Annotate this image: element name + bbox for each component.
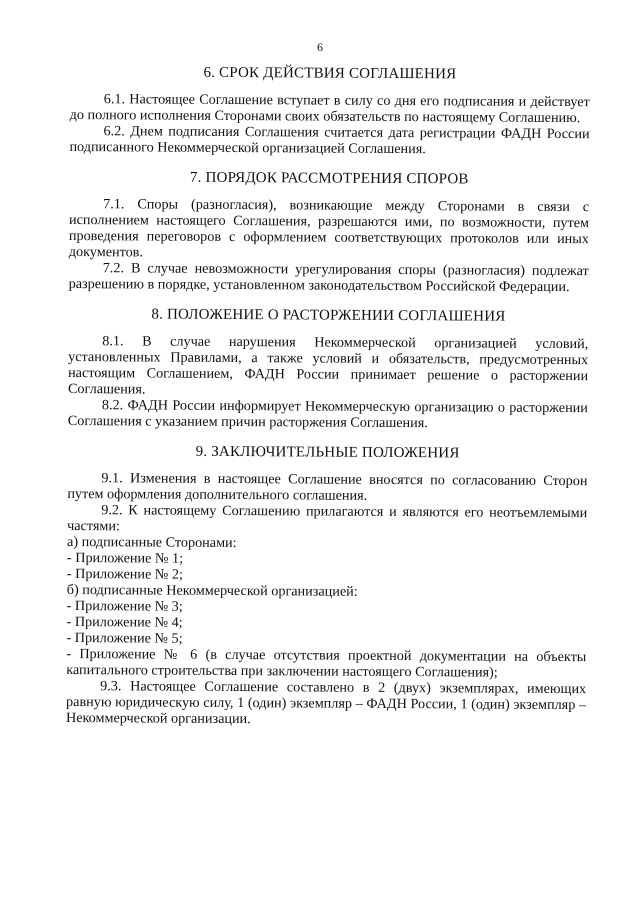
list-item: - Приложение № 1; <box>66 549 184 567</box>
list-item: - Приложение № 3; <box>66 597 183 615</box>
clause-7-1: 7.1. Споры (разногласия), возникающие между Сторонами в связи с исполнением настоящего Соглашения, разрешаются ими, по возможности, путем проведения переговоров с оформлением соответствующих протоколов или иных документов. <box>68 196 590 261</box>
list-item: а) подписанные Сторонами: <box>67 533 237 552</box>
clause-8-2: 8.2. ФАДН России информирует Некоммерческую организацию о расторжении Соглашения с указанием причин расторжения Соглашения. <box>67 397 588 432</box>
section-7 <box>69 169 590 295</box>
section-6-title: 6. СРОК ДЕЙСТВИЯ СОГЛАШЕНИЯ <box>203 64 457 83</box>
section-9-title: 9. ЗАКЛЮЧИТЕЛЬНЫЕ ПОЛОЖЕНИЯ <box>195 443 460 462</box>
section-8 <box>68 306 589 432</box>
list-item: - Приложение № 6 (в случае отсутствия проектной документации на объекты капитального строительства при заключении настоящего Соглашения); <box>66 645 587 681</box>
section-8-title: 8. ПОЛОЖЕНИЕ О РАСТОРЖЕНИИ СОГЛАШЕНИЯ <box>151 306 506 325</box>
list-item: - Приложение № 5; <box>66 629 183 647</box>
list-item: б) подписанные Некоммерческой организацией: <box>66 581 358 600</box>
section-7-title: 7. ПОРЯДОК РАССМОТРЕНИЯ СПОРОВ <box>189 169 469 188</box>
clause-7-2: 7.2. В случае невозможности урегулирования споры (разногласия) подлежат разрешению в порядке, установленном законодательством Российской Федерации. <box>68 260 589 296</box>
clause-8-1: 8.1. В случае нарушения Некоммерческой организацией условий, установленных Правилами, а также условий и обязательств, предусмотренных настоящим Соглашением, ФАДН России принимает решение о расторжении Соглашения. <box>67 333 589 398</box>
section-6 <box>69 64 590 158</box>
list-item: - Приложение № 4; <box>66 613 183 631</box>
clause-6-1: 6.1. Настоящее Соглашение вступает в силу со дня его подписания и действует до полного исполнения Сторонами своих обязательств по настоящему Соглашению. <box>69 91 590 127</box>
page-number: 6 <box>317 40 323 54</box>
clause-6-2: 6.2. Днем подписания Соглашения считается дата регистрации ФАДН России подписанного Некоммерческой организацией Соглашения. <box>69 123 590 158</box>
clause-9-2: 9.2. К настоящему Соглашению прилагаются и являются его неотъемлемыми частями: <box>67 502 588 535</box>
section-9 <box>66 443 588 729</box>
document-body <box>66 60 590 729</box>
clause-9-3: 9.3. Настоящее Соглашение составлено в 2 (двух) экземплярах, имеющих равную юридическую силу, 1 (один) экземпляр – ФАДН России, 1 (один) экземпляр – Некоммерческой организации. <box>65 678 587 728</box>
list-item: - Приложение № 2; <box>66 565 184 583</box>
clause-9-1: 9.1. Изменения в настоящее Соглашение вносятся по согласованию Сторон путем оформления дополнительного соглашения. <box>67 470 588 504</box>
